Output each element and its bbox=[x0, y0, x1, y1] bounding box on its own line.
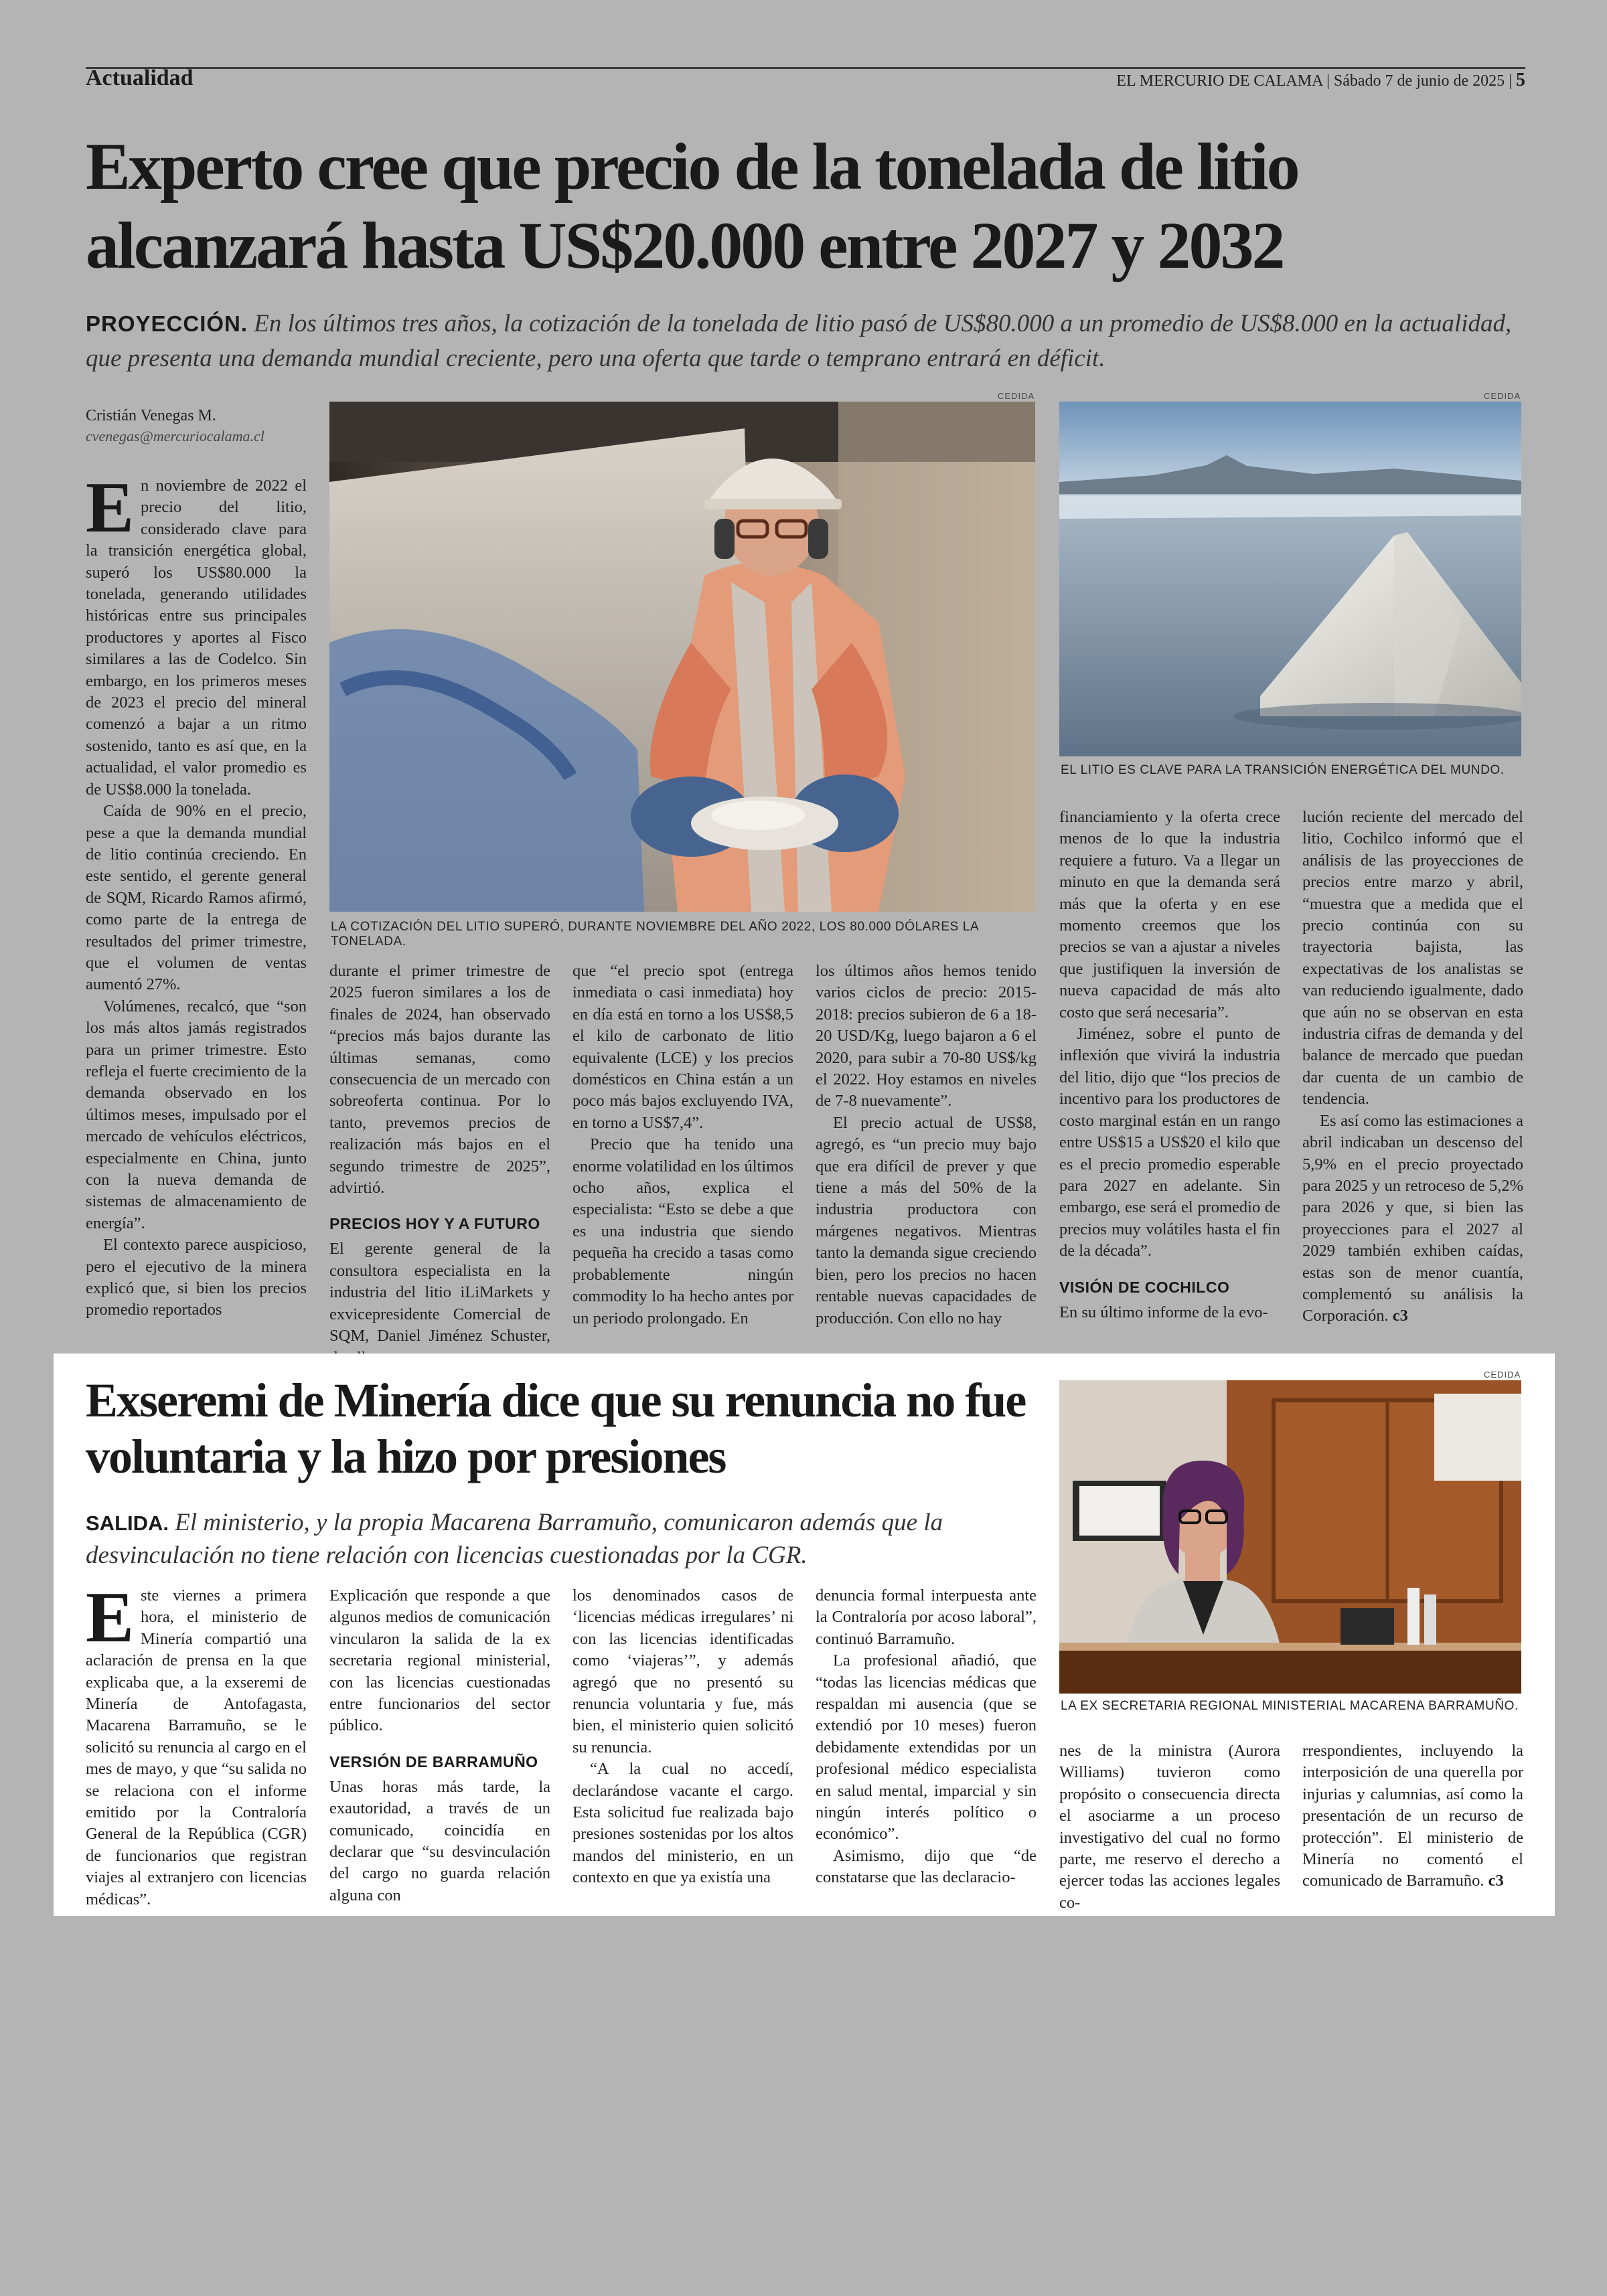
photo1-credit: CEDIDA bbox=[998, 391, 1035, 401]
author-name: Cristián Venegas M. bbox=[86, 407, 216, 424]
article1-headline: Experto cree que precio de la tonelada de litio alcanzará hasta US$20.000 entre 2027 y 2032 bbox=[86, 129, 1298, 282]
photo2-caption: EL LITIO ES CLAVE PARA LA TRANSICIÓN ENERGÉTICA DEL MUNDO. bbox=[1061, 763, 1505, 777]
article2-col4-p2: La profesional añadió, que “todas las licencias médicas que respaldan mi ausencia (que se extendió por 10 meses) fueron debidamente extendidas por un profesional médico especialista en salud mental, imparcial y sin ningún interés político o económico”. bbox=[816, 1651, 1037, 1843]
page-number: 5 bbox=[1516, 70, 1525, 90]
article2-dropcap: E bbox=[86, 1578, 135, 1657]
article1-col6-p1: lución reciente del mercado del litio, Cochilco informó que el análisis de las proyecciones de precios entre marzo y abril, “muestra que a medida que el precio continúa con su trayectoria bajista, las expectativas de los analistas se van reduciendo igualmente, dado que aún no se observan en esta industria cifras de demanda y del balance de mercado que puedan dar cuenta de un cambio de tendencia. bbox=[1302, 808, 1523, 1109]
article2-col6-p1: rrespondientes, incluyendo la interposición de una querella por injurias y calumnias, así como la presentación de un recurso de protección”. El ministerio de Minería no comentó el comunicado de Barramuño. bbox=[1302, 1742, 1523, 1890]
article2-col4-p3: Asimismo, dijo que “de constatarse que las declaracio- bbox=[816, 1846, 1037, 1887]
article2-subhead-version: VERSIÓN DE BARRAMUÑO bbox=[329, 1752, 538, 1771]
photo-miner-lithium bbox=[329, 402, 1035, 912]
article2-col1-p1: ste viernes a primera hora, el ministerio de Minería compartió una aclaración de prensa en la que explicaba que, a la exseremi de Minería de Antofagasta, Macarena Barramuño, se le solicitó su renuncia al cargo en el mes de mayo, y que “su salida no se relaciona con el informe emitido por la Contraloría General de la República (CGR) de funcionarios que registran viajes al extranjero con licencias médicas”. bbox=[86, 1586, 307, 1908]
article2-column-1 bbox=[86, 1578, 307, 1910]
photo3-credit: CEDIDA bbox=[1484, 1370, 1521, 1380]
article2-kicker: SALIDA. bbox=[86, 1511, 169, 1535]
article2-column-3 bbox=[572, 1585, 793, 1889]
photo2-credit: CEDIDA bbox=[1484, 391, 1521, 401]
author-email: cvenegas@mercuriocalama.cl bbox=[86, 428, 264, 444]
article2-deck-text: El ministerio, y la propia Macarena Barramuño, comunicaron además que la desvinculación no tiene relación con licencias cuestionadas por la CGR. bbox=[86, 1509, 943, 1569]
article1-column-5 bbox=[1059, 807, 1280, 1323]
article2-column-2 bbox=[329, 1585, 550, 1906]
article1-col1-p1: n noviembre de 2022 el precio del litio, considerado clave para la transición energética global, superó los US$80.000 la tonelada, generando utilidades históricas entre sus principales productores y aportes al Fisco similares a las de Codelco. Sin embargo, en los primeros meses de 2023 el precio del mineral comenzó a bajar a un ritmo sostenido, tanto es así que, en la actualidad, el valor promedio es de US$8.000 la tonelada. bbox=[86, 477, 307, 799]
article1-col1-p4: El contexto parece auspicioso, pero el ejecutivo de la minera explicó que, si bien los precios promedio reportados bbox=[86, 1236, 307, 1319]
end-mark-icon: c3 bbox=[1392, 1307, 1408, 1325]
photo-lithium-pile bbox=[1059, 402, 1521, 756]
article1-col6-p2: Es así como las estimaciones a abril indicaban un descenso del 5,9% en el precio proyectado para 2025 y un retroceso de 5,2% para 2026 y que, si bien las proyecciones para el 2027 al 2029 también exhiben caídas, estas son de menor cuantía, complementó su análisis la Corporación. bbox=[1302, 1111, 1523, 1325]
article1-kicker: PROYECCIÓN. bbox=[86, 311, 248, 336]
article1-col4-p1: los últimos años hemos tenido varios ciclos de precio: 2015-2018: precios subieron de 6 a 18-20 USD/Kg, luego bajaron a 6 el 2020, para subir a 70-80 US$/kg el 2022. Hoy estamos en niveles de 7-8 nuevamente”. bbox=[816, 962, 1037, 1111]
article1-col5-p1: financiamiento y la oferta crece menos de lo que la industria requiere a futuro. Va a llegar un minuto en que la demanda será más que la oferta y en ese momento creemos que los precios se van a ajustar a niveles que justifiquen la inversión de nueva capacidad de más alto costo que será necesaria”. bbox=[1059, 808, 1280, 1021]
photo1-caption: LA COTIZACIÓN DEL LITIO SUPERÓ, DURANTE NOVIEMBRE DEL AÑO 2022, LOS 80.000 DÓLARES LA TONELADA. bbox=[331, 920, 979, 949]
article2-headline: Exseremi de Minería dice que su renuncia no fue voluntaria y la hizo por presiones bbox=[86, 1374, 1026, 1483]
article1-column-2 bbox=[329, 961, 550, 1369]
photo3-caption: LA EX SECRETARIA REGIONAL MINISTERIAL MACARENA BARRAMUÑO. bbox=[1061, 1699, 1519, 1713]
article1-column-1 bbox=[86, 468, 307, 1321]
article1-deck-text: En los últimos tres años, la cotización de la tonelada de litio pasó de US$80.000 a un promedio de US$8.000 en la actualidad, que presenta una demanda mundial creciente, pero una oferta que tarde o temprano entrará en déficit. bbox=[86, 310, 1512, 372]
article1-col1-p3: Volúmenes, recalcó, que “son los más altos jamás registrados para un primer trimestre. Esto refleja el fuerte crecimiento de la demanda observado en los últimos meses, impulsado por el mercado de vehículos eléctricos, especialmente en China, junto con la nueva demanda de sistemas de almacenamiento de energía”. bbox=[86, 997, 307, 1232]
article2-col4-p1: denuncia formal interpuesta ante la Contraloría por acoso laboral”, continuó Barramuño. bbox=[816, 1586, 1037, 1648]
miner-illustration bbox=[329, 402, 1035, 912]
folio: EL MERCURIO DE CALAMA | Sábado 7 de junio de 2025 | 5 bbox=[1116, 70, 1525, 90]
article1-col1-p2: Caída de 90% en el precio, pese a que la demanda mundial de litio continúa creciendo. En este sentido, el gerente general de SQM, Ricardo Ramos afirmó, como parte de la entrega de resultados del primer trimestre, que el volumen de ventas aumentó 27%. bbox=[86, 802, 307, 994]
article2-col5-p1: nes de la ministra (Aurora Williams) tuvieron como propósito o consecuencia directa el asociarme a un proceso investigativo del cual no formo parte, me reservo el derecho a ejercer todas las acciones legales co- bbox=[1059, 1742, 1280, 1912]
article2-col3-p2: “A la cual no accedí, declarándose vacante el cargo. Esta solicitud fue realizada bajo presiones sostenidas por los altos mandos del ministerio, en un contexto en que ya existía una bbox=[572, 1760, 793, 1887]
article2-column-5 bbox=[1059, 1740, 1280, 1914]
article1-byline bbox=[86, 407, 313, 445]
photo-barramuno bbox=[1059, 1380, 1521, 1694]
article2-deck bbox=[86, 1506, 1050, 1572]
article1-deck bbox=[86, 307, 1532, 376]
article2-col2-p2: Unas horas más tarde, la exautoridad, a través de un comunicado, coincidía en declarar que “su desvinculación del cargo no guarda relación alguna con bbox=[329, 1777, 550, 1904]
article1-subhead-cochilco: VISIÓN DE COCHILCO bbox=[1059, 1278, 1230, 1296]
article1-subhead-precios: PRECIOS HOY Y A FUTURO bbox=[329, 1215, 540, 1233]
article1-col5-p3: En su último informe de la evo- bbox=[1059, 1303, 1268, 1321]
header-rule bbox=[86, 67, 1525, 69]
article1-column-4 bbox=[816, 961, 1037, 1329]
article1-col2-p2: El gerente general de la consultora especialista en la industria del litio iLiMarkets y exvicepresidente Comercial de SQM, Daniel Jiménez Schuster, bbox=[329, 1240, 550, 1345]
article1-column-3 bbox=[572, 961, 793, 1329]
newspaper-name: EL MERCURIO DE CALAMA bbox=[1116, 72, 1323, 90]
article1-col4-p2: El precio actual de US$8, agregó, es “un precio muy bajo que era difícil de prever y que tiene a más del 50% de la industria productora con márgenes negativos. Mientras tanto la demanda sigue creciendo bien, pero los precios no hacen rentable nuevas capacidades de producción. Con ello no hay bbox=[816, 1113, 1037, 1327]
article1-col3-p2: Precio que ha tenido una enorme volatilidad en los últimos ocho años, explica el especialista: “Esto se debe a que es una industria que siendo pequeña ha crecido a tasas como probablemente ningún commodity lo ha hecho antes por un periodo prolongado. En bbox=[572, 1135, 793, 1327]
section-name: Actualidad bbox=[86, 66, 194, 90]
article2-column-4 bbox=[816, 1585, 1037, 1889]
article1-col5-p2: Jiménez, sobre el punto de inflexión que vivirá la industria del litio, dijo que “los precios de incentivo para los productores de costo marginal están en un rango entre US$15 a US$20 el kilo que es el precio promedio esperable para 2027 en adelante. Sin embargo, ese será el promedio de precios muy volátiles hasta el fin de la década”. bbox=[1059, 1025, 1280, 1260]
article2-col2-p1: Explicación que responde a que algunos medios de comunicación vincularon la salida de la ex secretaria regional ministerial, con las licencias cuestionadas entre funcionarios del sector público. bbox=[329, 1586, 550, 1735]
article1-col3-p1: que “el precio spot (entrega inmediata o casi inmediata) hoy en día está en torno a los US$8,5 el kilo de carbonato de litio equivalente (LCE) y los precios domésticos en China están a un poco más bajos excluyendo IVA, en torno a US$7,4”. bbox=[572, 962, 793, 1132]
article2-column-6 bbox=[1302, 1740, 1523, 1892]
office-portrait-illustration bbox=[1059, 1380, 1521, 1694]
article2-col3-p1: los denominados casos de ‘licencias médicas irregulares’ ni con las licencias identificadas como ‘viajeras’”, y además agregó que no presentó su renuncia voluntaria y fue, más bien, el ministerio quien solicitó su renuncia. bbox=[572, 1586, 793, 1756]
salt-flat-illustration bbox=[1059, 402, 1521, 756]
issue-date: Sábado 7 de junio de 2025 bbox=[1333, 72, 1505, 90]
article1-col2-p1: durante el primer trimestre de 2025 fueron similares a los de finales de 2024, han observado “precios más bajos durante las últimas semanas, como consecuencia de un mercado con sobreoferta continua. Por lo tanto, prevemos precios de realización más bajos en el segundo trimestre de 2025”, advirtió. bbox=[329, 962, 550, 1198]
end-mark-icon: c3 bbox=[1488, 1872, 1504, 1890]
article1-dropcap: E bbox=[86, 468, 135, 548]
article1-column-6 bbox=[1302, 807, 1523, 1327]
